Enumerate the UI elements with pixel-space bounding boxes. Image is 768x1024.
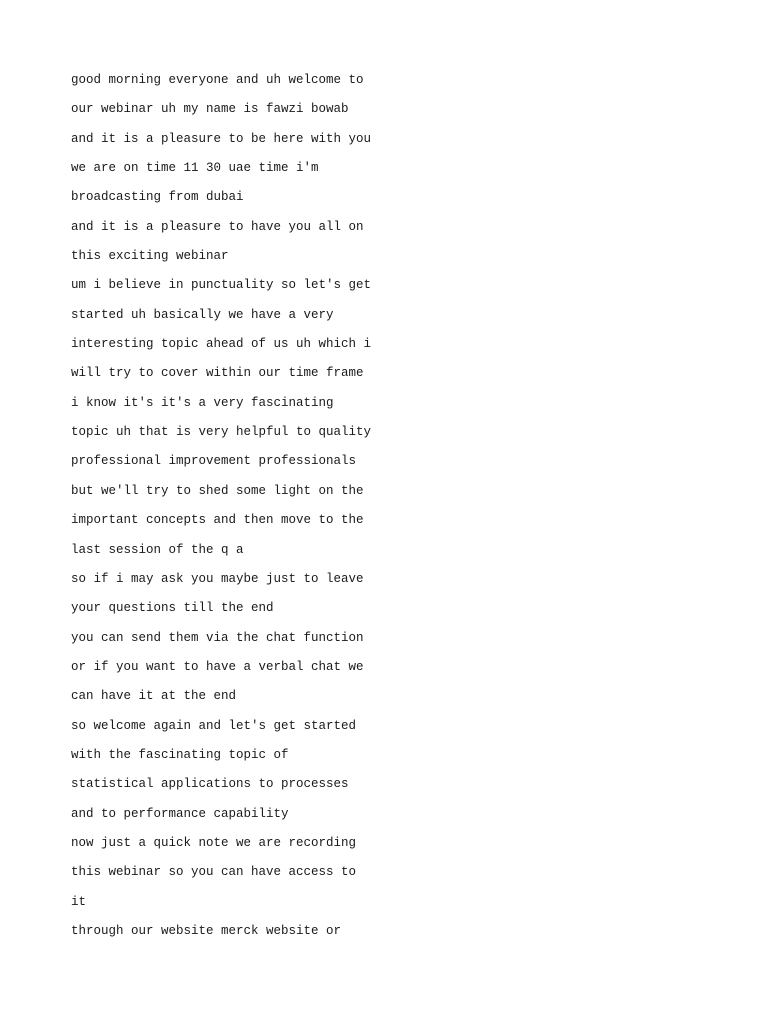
transcript-line: professional improvement professionals <box>71 454 357 469</box>
transcript-line: now just a quick note we are recording <box>71 835 357 850</box>
transcript-line: and to performance capability <box>71 806 289 821</box>
transcript-line: but we'll try to shed some light on the <box>71 483 364 498</box>
transcript-line: this exciting webinar <box>71 249 229 264</box>
transcript-line: good morning everyone and uh welcome to <box>71 73 364 87</box>
transcript-line: your questions till the end <box>71 601 274 616</box>
transcript-line: can have it at the end <box>71 689 237 704</box>
transcript-line: i know it's it's a very fascinating <box>71 395 334 410</box>
transcript-line: or if you want to have a verbal chat we <box>71 659 364 674</box>
transcript-line: you can send them via the chat function <box>71 630 364 645</box>
transcript-text <box>71 70 371 950</box>
transcript-line: it <box>71 894 87 909</box>
transcript-line: so welcome again and let's get started <box>71 718 357 733</box>
transcript-line: through our website merck website or <box>71 923 342 938</box>
transcript-line: with the fascinating topic of <box>71 747 289 762</box>
transcript-line: interesting topic ahead of us uh which i <box>71 337 372 352</box>
transcript-line: and it is a pleasure to be here with you <box>71 131 372 146</box>
transcript-line: so if i may ask you maybe just to leave <box>71 571 364 586</box>
transcript-line: broadcasting from dubai <box>71 190 244 205</box>
transcript-line: will try to cover within our time frame <box>71 366 364 381</box>
transcript-line: um i believe in punctuality so let's get <box>71 278 372 293</box>
transcript-line: important concepts and then move to the <box>71 513 364 528</box>
transcript-line: last session of the q a <box>71 542 244 557</box>
transcript-line: we are on time 11 30 uae time i'm <box>71 161 319 176</box>
transcript-line: our webinar uh my name is fawzi bowab <box>71 102 349 117</box>
transcript-line: statistical applications to processes <box>71 777 349 792</box>
transcript-line: this webinar so you can have access to <box>71 865 357 880</box>
transcript-line: started uh basically we have a very <box>71 307 334 322</box>
transcript-line: topic uh that is very helpful to quality <box>71 425 372 440</box>
transcript-line: and it is a pleasure to have you all on <box>71 219 364 234</box>
